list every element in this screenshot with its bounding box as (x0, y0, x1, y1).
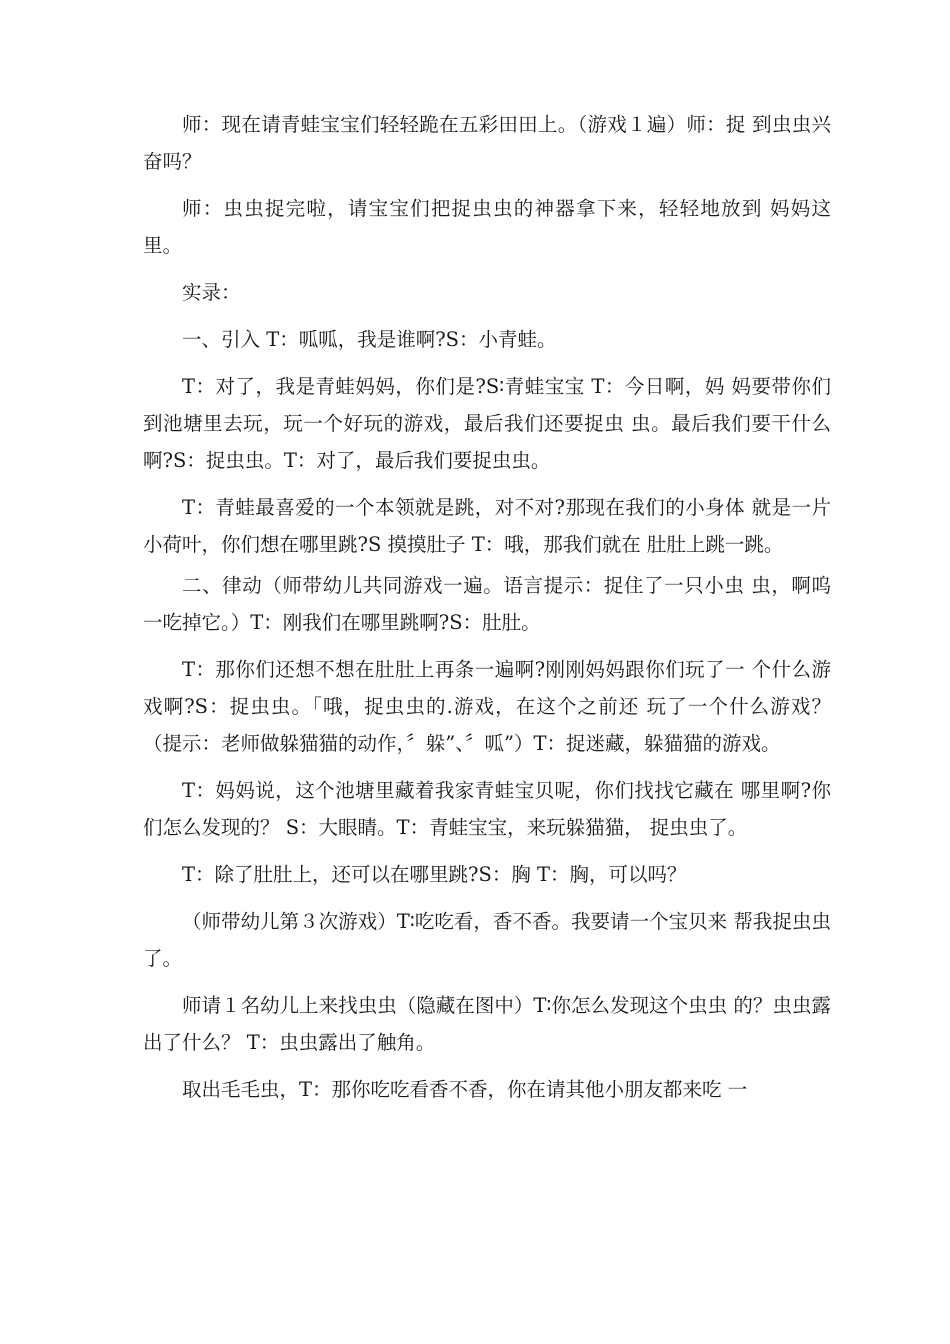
paragraph: 师请１名幼儿上来找虫虫（隐藏在图中）T∶你怎么发现这个虫虫 的？虫虫露出了什么？ T：虫虫露出了触角。 (143, 994, 831, 1054)
paragraph: T：那你们还想不想在肚肚上再条一遍啊?刚刚妈妈跟你们玩了一 个什么游戏啊?S：捉虫虫。「哦，捉虫虫的.游戏，在这个之前还 玩了一个什么游戏？（提示：老师做躲猫猫的动作，〞躲”、〞呱”）T：捉迷藏，躲猫猫的游戏。 (143, 658, 831, 755)
paragraph: T：除了肚肚上，还可以在哪里跳?S：胸 T：胸，可以吗？ (182, 863, 687, 886)
paragraph: 一、引入 T：呱呱，我是谁啊?S：小青蛙。 (182, 328, 557, 351)
document-page (143, 106, 831, 1108)
paragraph: 师：虫虫捉完啦，请宝宝们把捉虫虫的神器拿下来，轻轻地放到 妈妈这里。 (143, 197, 831, 257)
paragraph: T：青蛙最喜爱的一个本领就是跳，对不对?那现在我们的小身体 就是一片小荷叶，你们想在哪里跳?S 摸摸肚子 T：哦，那我们就在 肚肚上跳一跳。 (143, 496, 831, 556)
paragraph: 二、律动（师带幼儿共同游戏一遍。语言提示：捉住了一只小虫 虫，啊呜一吃掉它。）T：刚我们在哪里跳啊?S：肚肚。 (143, 574, 831, 634)
paragraph: 师：现在请青蛙宝宝们轻轻跪在五彩田田上。（游戏１遍）师：捉 到虫虫兴奋吗？ (143, 113, 831, 173)
paragraph: （师带幼儿第３次游戏）T∶吃吃看，香不香。我要请一个宝贝来 帮我捉虫虫了。 (143, 910, 831, 970)
paragraph: 实录： (182, 281, 241, 304)
paragraph: T：妈妈说，这个池塘里藏着我家青蛙宝贝呢，你们找找它藏在 哪里啊?你们怎么发现的？ S：大眼睛。T：青蛙宝宝，来玩躲猫猫， 捉虫虫了。 (143, 779, 831, 839)
paragraph: T：对了，我是青蛙妈妈，你们是?S∶青蛙宝宝 T：今日啊，妈 妈要带你们到池塘里去玩，玩一个好玩的游戏，最后我们还要捉虫 虫。最后我们要干什么啊?S：捉虫虫。T：对了，最后我们要捉虫虫。 (143, 375, 831, 472)
paragraph: 取出毛毛虫，T：那你吃吃看香不香，你在请其他小朋友都来吃 一 (182, 1078, 748, 1101)
